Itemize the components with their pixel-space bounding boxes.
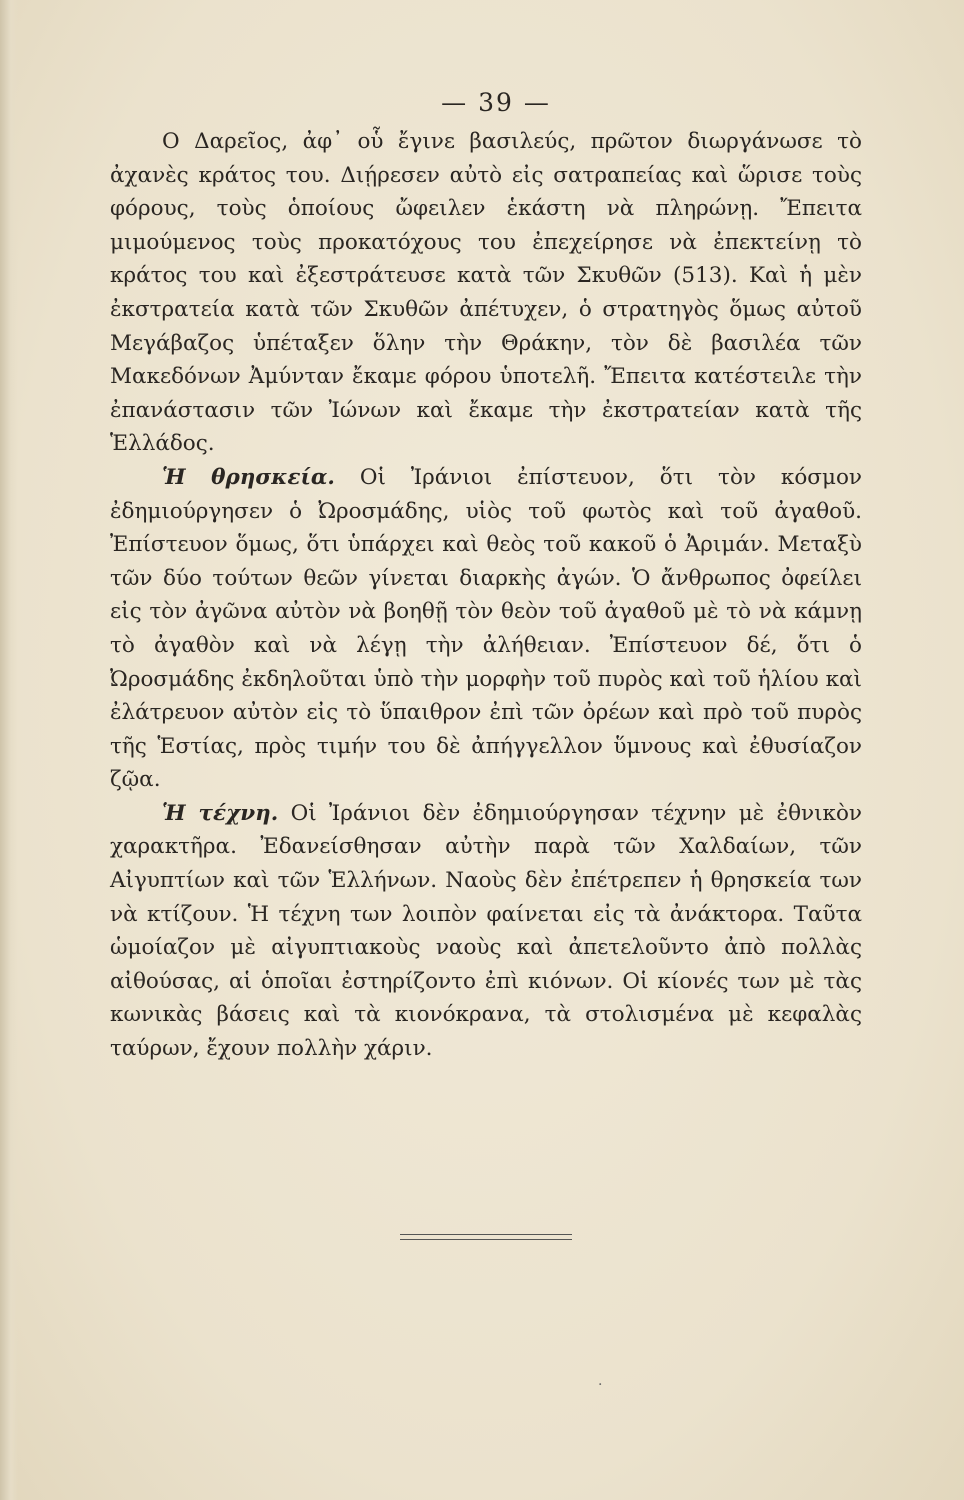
paragraph-text: Οἱ Ἰράνιοι ἐπίστευον, ὅτι τὸν κόσμον ἐδημιούργησεν ὁ Ὠροσμάδης, υἱὸς τοῦ φωτὸς καὶ τοῦ ἀγαθοῦ. Ἐπίστευον ὅμως, ὅτι ὑπάρχει καὶ θεὸς τοῦ κακοῦ ὁ Ἀριμάν. Μεταξὺ τῶν δύο τούτων θεῶν γίνεται διαρκὴς ἀγών. Ὁ ἄνθρωπος ὀφείλει εἰς τὸν ἀγῶνα αὐτὸν νὰ βοηθῇ τὸν θεὸν τοῦ ἀγαθοῦ μὲ τὸ νὰ κάμνῃ τὸ ἀγαθὸν καὶ νὰ λέγῃ τὴν ἀλήθειαν. Ἐπίστευον δέ, ὅτι ὁ Ὠροσμάδης ἐκδηλοῦται ὑπὸ τὴν μορφὴν τοῦ πυρὸς καὶ τοῦ ἡλίου καὶ ἐλάτρευον αὐτὸν εἰς τὸ ὕπαιθρον ἐπὶ τῶν ὀρέων καὶ πρὸ τοῦ πυρὸς τῆς Ἑστίας, πρὸς τιμήν του δὲ ἀπήγγελλον ὕμνους καὶ ἐθυσίαζον ζῷα. [110,464,862,793]
paragraph-religion [110,461,862,797]
paragraph-text: Ο Δαρεῖος, ἀφ᾽ οὗ ἔγινε βασιλεύς, πρῶτον διωργάνωσε τὸ ἀχανὲς κράτος του. Διῄρεσεν αὐτὸ εἰς σατραπείας καὶ ὥρισε τοὺς φόρους, τοὺς ὁποίους ὤφειλεν ἑκάστη νὰ πληρώνῃ. Ἔπειτα μιμούμενος τοὺς προκατόχους του ἐπεχείρησε νὰ ἐπεκτείνῃ τὸ κράτος του καὶ ἐξεστράτευσε κατὰ τῶν Σκυθῶν (513). Καὶ ἡ μὲν ἐκστρατεία κατὰ τῶν Σκυθῶν ἀπέτυχεν, ὁ στρατηγὸς ὅμως αὐτοῦ Μεγάβαζος ὑπέταξεν ὅλην τὴν Θράκην, τὸν δὲ βασιλέα τῶν Μακεδόνων Ἀμύνταν ἔκαμε φόρου ὑποτελῆ. Ἔπειτα κατέστειλε τὴν ἐπανάστασιν τῶν Ἰώνων καὶ ἔκαμε τὴν ἐκστρατείαν κατὰ τῆς Ἑλλάδος. [110,129,862,457]
section-heading-religion: Ἡ θρησκεία. [162,464,335,490]
section-heading-art: Ἡ τέχνη. [162,800,279,826]
page-number: — 39 — [441,88,551,117]
paragraph-text: Οἱ Ἰράνιοι δὲν ἐδημιούργησαν τέχνην μὲ ἐθνικὸν χαρακτῆρα. Ἐδανείσθησαν αὐτὴν παρὰ τῶν Χαλδαίων, τῶν Αἰγυπτίων καὶ τῶν Ἑλλήνων. Ναοὺς δὲν ἐπέτρεπεν ἡ θρησκεία των νὰ κτίζουν. Ἡ τέχνη των λοιπὸν φαίνεται εἰς τὰ ἀνάκτορα. Ταῦτα ὡμοίαζον μὲ αἰγυπτιακοὺς ναοὺς καὶ ἀπετελοῦντο ἀπὸ πολλὰς αἰθούσας, αἱ ὁποῖαι ἐστηρίζοντο ἐπὶ κιόνων. Οἱ κίονές των μὲ τὰς κωνικὰς βάσεις καὶ τὰ κιονόκρανα, τὰ στολισμένα μὲ κεφαλὰς ταύρων, ἔχουν πολλὴν χάριν. [110,800,862,1062]
body-text [110,125,862,1066]
paragraph-art [110,797,862,1066]
gutter-shadow [0,0,18,1500]
paragraph-darius [110,125,862,461]
section-end-rule [400,1234,572,1240]
ink-speck: · [598,1377,603,1393]
